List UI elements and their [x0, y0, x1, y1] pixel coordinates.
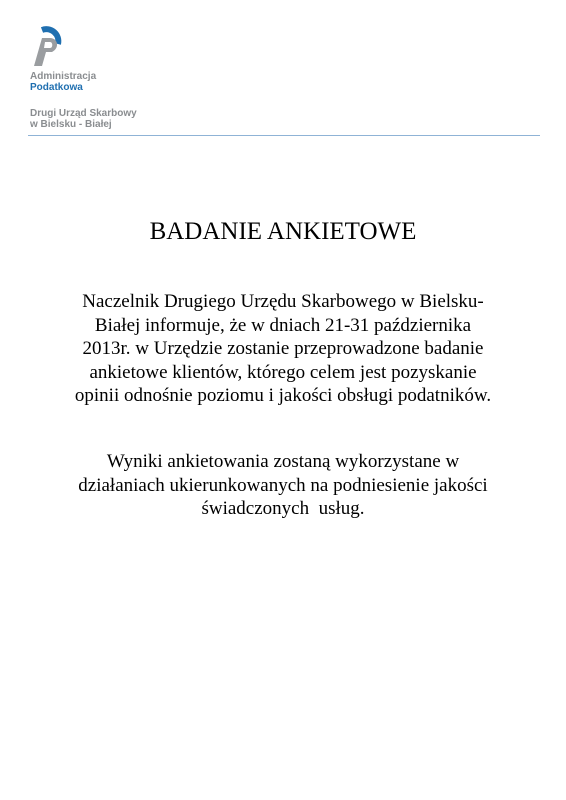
paragraph-line: opinii odnośnie poziomu i jakości obsługi podatników. [74, 385, 492, 406]
header-divider [28, 135, 540, 136]
paragraph-line: ankietowe klientów, którego celem jest pozyskanie [89, 361, 477, 383]
organization-name-line-2: Podatkowa [30, 82, 83, 93]
office-name-line-1: Drugi Urząd Skarbowy [30, 108, 137, 119]
paragraph-line: działaniach ukierunkowanych na podniesienie jakości [78, 474, 488, 496]
document-title: BADANIE ANKIETOWE [149, 218, 417, 245]
paragraph-line: Wyniki ankietowania zostaną wykorzystane w [106, 451, 460, 472]
administracja-podatkowa-logo-icon [28, 22, 68, 70]
paragraph-line: świadczonych usług. [201, 498, 365, 519]
announcement-paragraph [30, 290, 536, 408]
paragraph-line: Białej informuje, że w dniach 21-31 października [94, 314, 472, 336]
paragraph-line: 2013r. w Urzędzie zostanie przeprowadzone badanie [82, 338, 484, 359]
organization-name-line-1: Administracja [30, 71, 97, 82]
results-paragraph [30, 450, 536, 521]
paragraph-line: Naczelnik Drugiego Urzędu Skarbowego w Bielsku- [82, 291, 484, 312]
office-name-line-2: w Bielsku - Białej [30, 119, 112, 130]
organization-name [30, 71, 96, 93]
office-name [30, 108, 137, 130]
